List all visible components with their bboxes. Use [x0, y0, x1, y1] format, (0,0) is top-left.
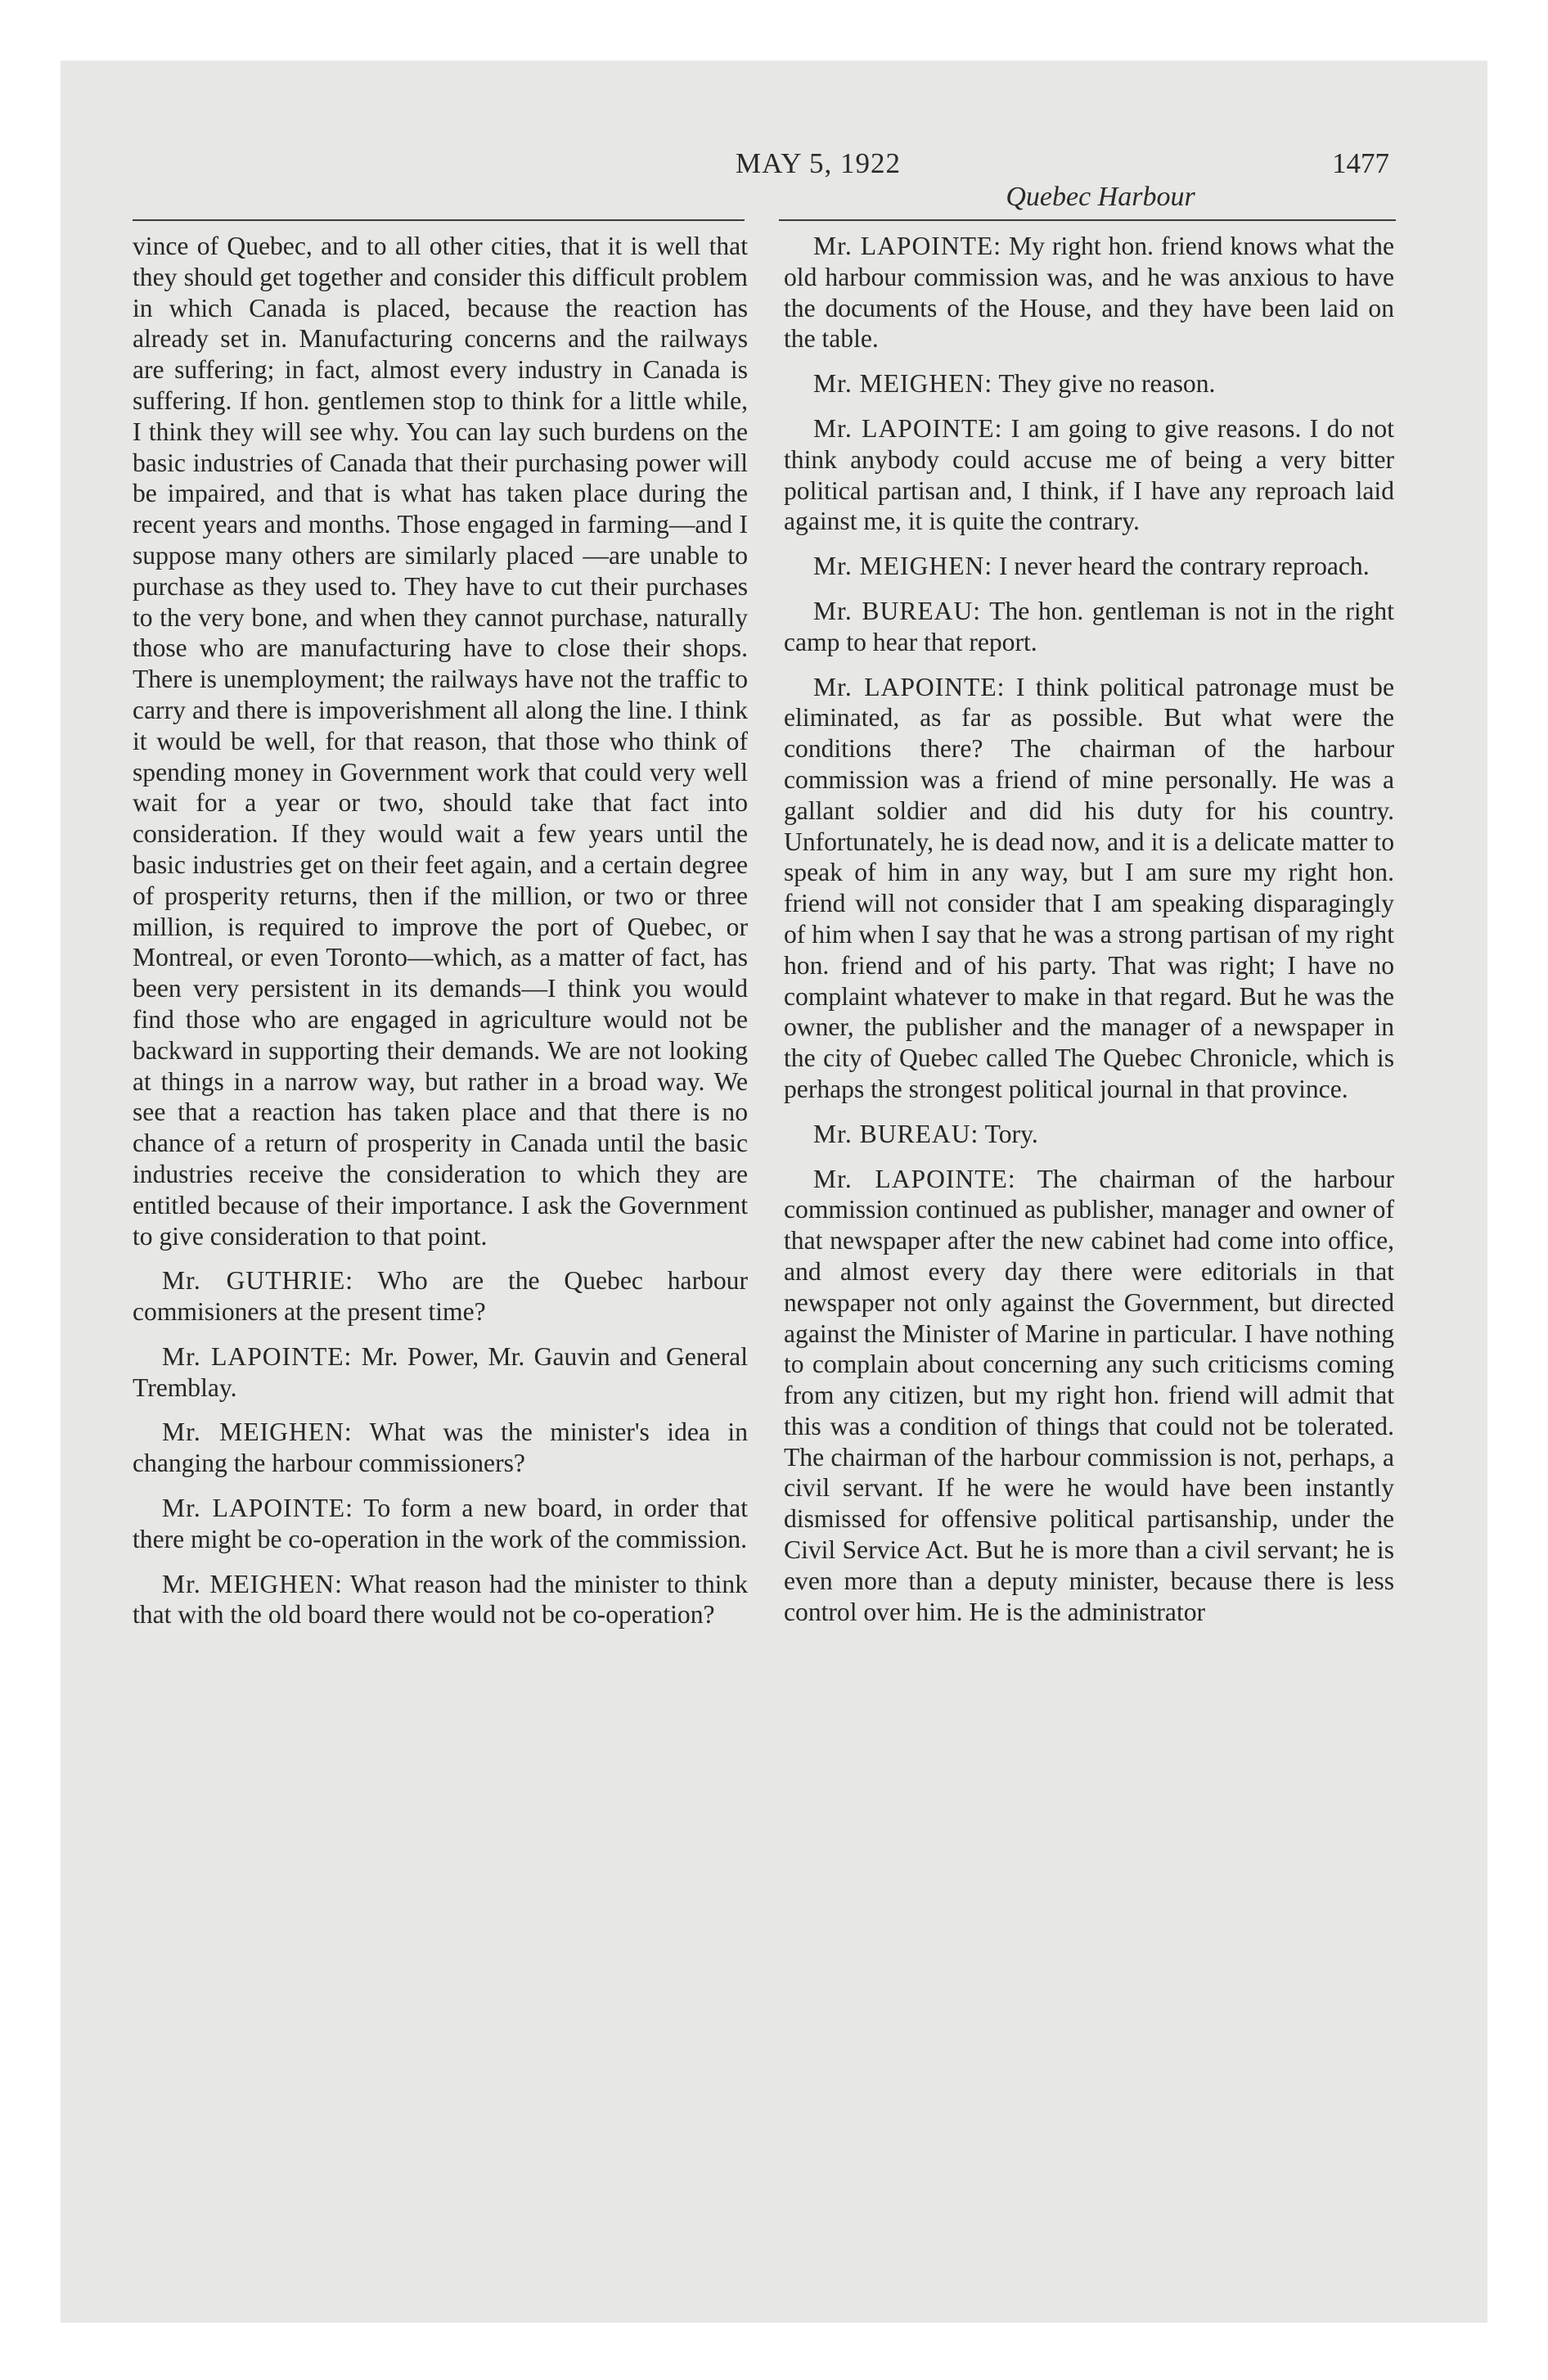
paragraph-text: I think political patronage must be eliminated, as far as possible. But what were the conditions there? The chairman of the harbour commission was a friend of mine personally. He was a gallant soldier and did his duty for his country. Unfortunately, he is dead now, and it is a delicate matter to speak of him in any way, but I am sure my right hon. friend will not consider that I am speaking disparagingly of him when I say that he was a strong partisan of my right hon. friend and of his party. That was right; I have no complaint whatever to make in that regard. But he was the owner, the publisher and the manager of a newspaper in the city of Quebec called The Quebec Chronicle, which is perhaps the strongest political journal in that province.	[784, 672, 1394, 1103]
speaker-name: Mr. BUREAU:	[813, 1119, 979, 1148]
paragraph	[784, 413, 1394, 537]
paragraph-text: My right hon. friend knows what the old harbour commission was, and he was anxious to have the documents of the House, and they have been laid on the table.	[784, 232, 1394, 354]
paragraph-text: They give no reason.	[998, 369, 1216, 399]
speaker-name: Mr. BUREAU:	[813, 596, 982, 625]
paragraph-text: vince of Quebec, and to all other cities, that it is well that they should get together and consider this difficult problem in which Canada is placed, because the reaction has already set in. Manufacturing concerns and the railways are suffering; in fact, almost every industry in Canada is suffering. If hon. gentlemen stop to think for a little while, I think they will see why. You can lay such burdens on the basic industries of Canada that their purchasing power will be impaired, and that is what has taken place during the recent years and months. Those engaged in farming—and I suppose many others are similarly placed —are unable to purchase as they used to. They have to cut their purchases to the very bone, and when they cannot purchase, naturally those who are manufacturing have to close their shops. There is unemployment; the railways have not the traffic to carry and there is impoverishment all along the line. I think it would be well, for that reason, that those who think of spending money in Government work that could very well wait for a year or two, should take that fact into consideration. If they would wait a few years until the basic industries get on their feet again, and a certain degree of prosperity returns, then if the million, or two or three million, is required to improve the port of Quebec, or Montreal, or even Toronto—which, as a matter of fact, has been very persistent in its demands—I think you would find those who are engaged in agriculture would not be backward in supporting their demands. We are not looking at things in a narrow way, but rather in a broad way. We see that a reaction has taken place and that there is no chance of a return of prosperity in Canada until the basic industries receive the consideration to which they are entitled because of their importance. I ask the Government to give consideration to that point.	[133, 232, 748, 1251]
speaker-name: Mr. LAPOINTE:	[162, 1494, 353, 1523]
paragraph	[784, 1119, 1394, 1150]
section-title: Quebec Harbour	[1006, 182, 1195, 212]
speaker-name: Mr. MEIGHEN:	[813, 552, 993, 581]
speaker-name: Mr. MEIGHEN:	[813, 369, 993, 399]
paragraph	[784, 551, 1394, 582]
right-column	[784, 231, 1394, 1627]
paragraph-text: The hon. gentleman is not in the right camp to hear that report.	[784, 596, 1394, 656]
speaker-name: Mr. LAPOINTE:	[813, 1164, 1016, 1193]
paragraph	[784, 368, 1394, 399]
page-number: 1477	[1332, 147, 1389, 179]
speaker-name: Mr. MEIGHEN:	[162, 1569, 343, 1598]
paragraph-text: What reason had the minister to think that with the old board there would not be co-operation?	[133, 1569, 749, 1629]
speaker-name: Mr. LAPOINTE:	[813, 413, 1003, 443]
header-rule-left	[133, 219, 745, 221]
page-date: MAY 5, 1922	[736, 147, 901, 179]
paragraph	[133, 1493, 748, 1555]
paragraph	[133, 231, 748, 1251]
paragraph-text: I am going to give reasons. I do not think anybody could accuse me of being a very bitter political partisan and, I think, if I have any reproach laid against me, it is quite the contrary.	[784, 413, 1394, 536]
speaker-name: Mr. MEIGHEN:	[162, 1418, 353, 1447]
paragraph	[133, 1341, 748, 1404]
paragraph	[133, 1417, 748, 1479]
paragraph	[133, 1569, 748, 1631]
paragraph-text: Mr. Power, Mr. Gauvin and General Tremblay.	[133, 1341, 748, 1402]
paragraph-text: Who are the Quebec harbour commisioners at the present time?	[133, 1266, 748, 1327]
speaker-name: Mr. LAPOINTE:	[813, 672, 1006, 701]
speaker-name: Mr. LAPOINTE:	[162, 1341, 353, 1371]
paragraph	[133, 1265, 748, 1327]
paragraph-text: Tory.	[984, 1119, 1038, 1148]
header-rule-right	[779, 219, 1396, 221]
paragraph-text: The chairman of the harbour commission continued as publisher, manager and owner of that newspaper after the new cabinet had come into office, and almost every day there were editorials in that newspaper not only against the Government, but directed against the Minister of Marine in particular. I have nothing to complain about concerning any such criticisms coming from any citizen, but my right hon. friend will admit that this was a condition of things that could not be tolerated. The chairman of the harbour commission is not, perhaps, a civil servant. If he were he would have been instantly dismissed for offensive political partisanship, under the Civil Service Act. But he is more than a civil servant; he is even more than a deputy minister, because there is less control over him. He is the administrator	[784, 1164, 1394, 1626]
speaker-name: Mr. LAPOINTE:	[813, 232, 1002, 260]
speaker-name: Mr. GUTHRIE:	[162, 1266, 354, 1296]
paragraph	[784, 596, 1394, 658]
paragraph	[784, 1164, 1394, 1628]
paragraph	[784, 672, 1394, 1105]
paragraph-text: I never heard the contrary reproach.	[999, 552, 1370, 581]
paragraph-text: To form a new board, in order that there might be co-operation in the work of the commission.	[133, 1494, 748, 1553]
paragraph	[784, 231, 1394, 354]
paragraph-text: What was the minister's idea in changing the harbour commissioners?	[133, 1418, 748, 1478]
left-column	[133, 231, 748, 1630]
